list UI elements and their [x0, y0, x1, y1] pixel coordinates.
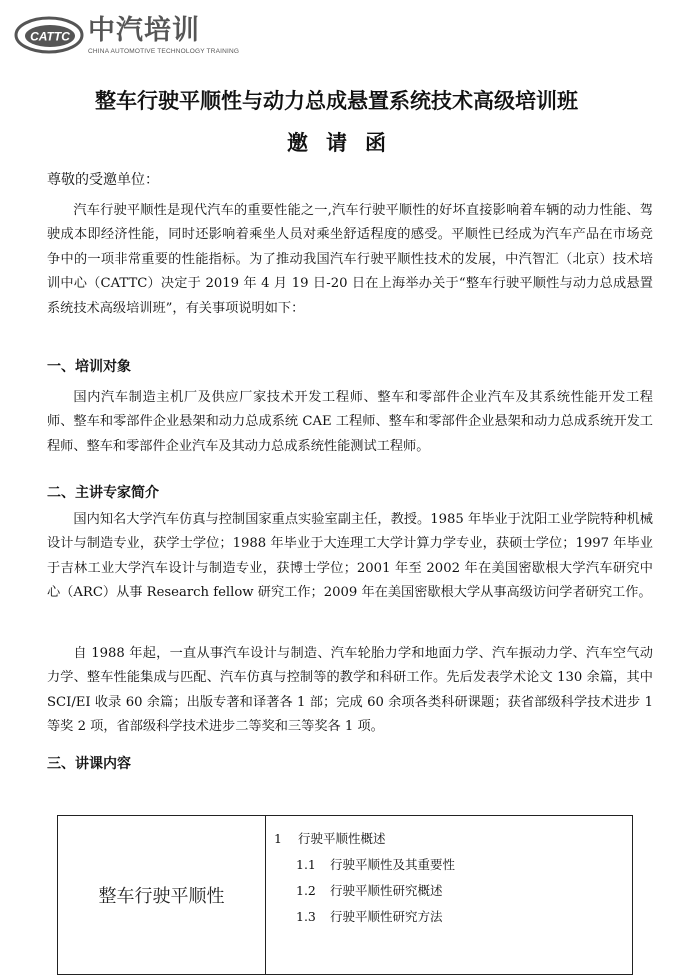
- outline-number: 1.1: [296, 857, 316, 872]
- logo-subtitle: CHINA AUTOMOTIVE TECHNOLOGY TRAINING: [88, 48, 240, 55]
- section1-heading: 一、培训对象: [47, 359, 131, 375]
- table-row: [58, 816, 633, 975]
- logo-name: 中汽培训: [88, 15, 200, 46]
- section2-paragraph-2: 自 1988 年起，一直从事汽车设计与制造、汽车轮胎力学和地面力学、汽车振动力学、汽车空气动力学、整车性能集成与匹配、汽车仿真与控制等的教学和科研工作。先后发表学术论文 130 余篇，其中 SCI/EI 收录 60 余篇；出版专著和译著各 1 部；完成 60 余项各类科研课题；获省部级科学技术进步 1 等奖 2 项，省部级科学技术进步二等奖和三等奖各 1 项。: [47, 646, 653, 735]
- course-topic-cell: 整车行驶平顺性: [58, 816, 266, 975]
- outline-number: 1.2: [296, 883, 316, 898]
- section2-heading: 二、主讲专家简介: [47, 485, 159, 501]
- outline-text: 行驶平顺性及其重要性: [330, 857, 456, 872]
- cattc-logo: [14, 14, 240, 60]
- course-outline-cell: [266, 816, 633, 975]
- outline-number: 1.3: [296, 909, 316, 924]
- section1-paragraph: 国内汽车制造主机厂及供应厂家技术开发工程师、整车和零部件企业汽车及其系统性能开发工程师、整车和零部件企业悬架和动力总成系统 CAE 工程师、整车和零部件企业悬架和动力总成系统开发工程师、整车和零部件企业汽车及其动力总成系统性能测试工程师。: [47, 390, 653, 454]
- course-content-table: [57, 815, 633, 975]
- logo-mark-text: CATTC: [30, 29, 70, 44]
- document-subtitle: 邀请函: [287, 131, 404, 155]
- outline-text: 行驶平顺性研究方法: [330, 909, 443, 924]
- section3-heading: 三、讲课内容: [47, 756, 131, 772]
- outline-number: 1: [274, 831, 282, 846]
- greeting: 尊敬的受邀单位：: [47, 172, 159, 188]
- intro-paragraph: 汽车行驶平顺性是现代汽车的重要性能之一,汽车行驶平顺性的好坏直接影响着车辆的动力性能、驾驶成本即经济性能，同时还影响着乘坐人员对乘坐舒适程度的感受。平顺性已经成为汽车产品在市场竞争中的一项非常重要的性能指标。为了推动我国汽车行驶平顺性技术的发展，中汽智汇（北京）技术培训中心（CATTC）决定于 2019 年 4 月 19 日-20 日在上海举办关于“整车行驶平顺性与动力总成悬置系统技术高级培训班”，有关事项说明如下：: [47, 203, 653, 316]
- outline-item: [266, 826, 632, 852]
- outline-text: 行驶平顺性概述: [298, 831, 386, 846]
- section2-paragraph-1: 国内知名大学汽车仿真与控制国家重点实验室副主任，教授。1985 年毕业于沈阳工业学院特种机械设计与制造专业，获学士学位；1988 年毕业于大连理工大学计算力学专业，获硕士学位；1997 年毕业于吉林工业大学汽车设计与制造专业，获博士学位；2001 年至 2002 年在美国密歇根大学汽车研究中心（ARC）从事 Research fellow 研究工作；2009 年在美国密歇根大学从事高级访问学者研究工作。: [47, 512, 653, 601]
- outline-item: [266, 852, 632, 878]
- outline-item: [266, 904, 632, 930]
- cattc-logo-icon: [14, 16, 84, 54]
- document-title: 整车行驶平顺性与动力总成悬置系统技术高级培训班: [95, 89, 578, 113]
- outline-item: [266, 878, 632, 904]
- outline-text: 行驶平顺性研究概述: [330, 883, 443, 898]
